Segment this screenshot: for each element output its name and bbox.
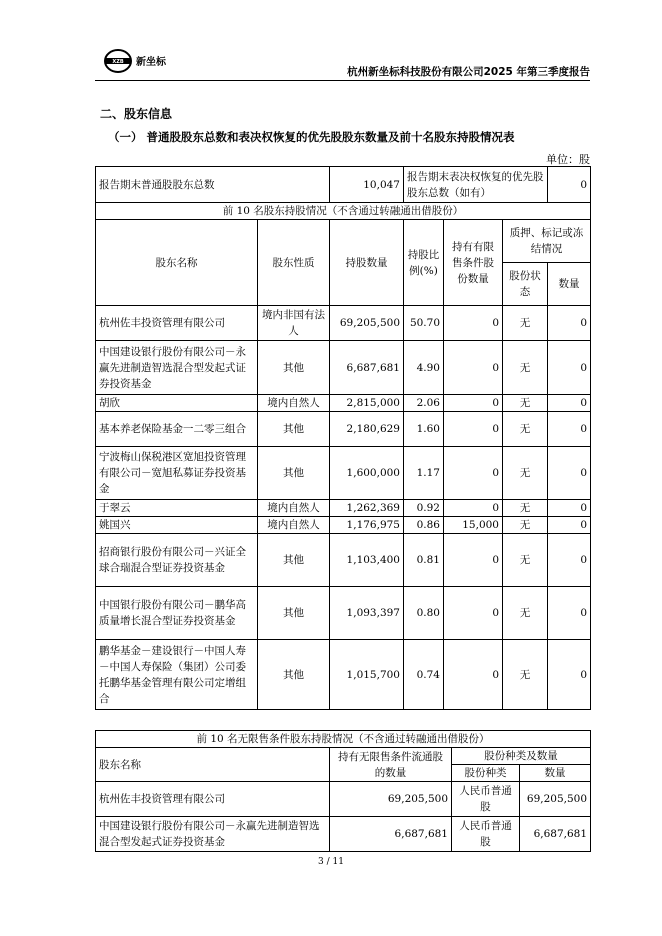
restricted-shares: 0 [444,412,503,447]
header-ratio: 持股比例(%) [404,220,444,306]
table-row [96,587,591,640]
pledge-quantity: 0 [548,517,591,534]
shareholder-nature: 其他 [258,640,330,710]
shareholder-nature: 其他 [258,447,330,500]
holding-ratio: 2.06 [404,395,444,412]
section-title: 二、股东信息 [100,107,173,121]
top10-caption: 前 10 名股东持股情况（不含通过转融通出借股份） [96,203,591,220]
pledge-quantity: 0 [548,447,591,500]
table-row [96,640,591,710]
shares-held: 1,103,400 [330,534,404,587]
unrestricted-caption-row [96,731,591,748]
header-name: 股东名称 [96,220,258,306]
svg-text:XZB: XZB [112,59,124,65]
report-title: 杭州新坐标科技股份有限公司2025 年第三季度报告 [347,66,590,78]
holding-ratio: 50.70 [404,306,444,341]
shareholder-name: 中国银行股份有限公司－鹏华高质量增长混合型证券投资基金 [96,587,258,640]
uheader-name: 股东名称 [96,748,330,782]
holding-ratio: 0.74 [404,640,444,710]
header-divider [95,80,590,81]
unrestricted-table [95,730,591,852]
pledge-status: 无 [503,395,548,412]
shares-held: 69,205,500 [330,306,404,341]
restricted-shares: 0 [444,306,503,341]
shareholder-name: 中国建设银行股份有限公司－永赢先进制造智选混合型发起式证券投资基金 [96,817,330,852]
uheader-qty: 数量 [520,765,591,782]
unit-label: 单位：股 [546,153,590,166]
share-type: 人民币普通股 [452,817,520,852]
pledge-status: 无 [503,587,548,640]
uheader-type-group: 股份种类及数量 [452,748,591,765]
shares-held: 6,687,681 [330,341,404,395]
holding-ratio: 0.80 [404,587,444,640]
table-row [96,500,591,517]
shares-held: 1,015,700 [330,640,404,710]
summary-row [96,167,591,203]
table-row [96,412,591,447]
table-row [96,517,591,534]
logo-text: 新坐标 [136,57,166,68]
unrestricted-header-row [96,748,591,765]
holding-ratio: 1.17 [404,447,444,500]
shareholder-name: 基本养老保险基金一二零三组合 [96,412,258,447]
pref-holders-value: 0 [548,167,591,203]
shares-held: 1,262,369 [330,500,404,517]
shareholder-name: 于翠云 [96,500,258,517]
pledge-quantity: 0 [548,395,591,412]
total-holders-value: 10,047 [330,167,404,203]
holding-ratio: 0.92 [404,500,444,517]
pledge-status: 无 [503,412,548,447]
table-row [96,782,591,817]
pledge-quantity: 0 [548,587,591,640]
shares-held: 1,600,000 [330,447,404,500]
shareholder-nature: 境内自然人 [258,395,330,412]
shareholder-nature: 境内自然人 [258,517,330,534]
shareholders-table [95,166,591,710]
uheader-type: 股份种类 [452,765,520,782]
pledge-quantity: 0 [548,534,591,587]
shareholder-name: 招商银行股份有限公司－兴证全球合瑞混合型证券投资基金 [96,534,258,587]
total-holders-label: 报告期末普通股股东总数 [96,167,330,203]
share-quantity: 6,687,681 [520,817,591,852]
shares-held: 1,093,397 [330,587,404,640]
restricted-shares: 15,000 [444,517,503,534]
shareholder-name: 杭州佐丰投资管理有限公司 [96,782,330,817]
shares-held: 1,176,975 [330,517,404,534]
shareholder-nature: 境内非国有法人 [258,306,330,341]
shareholder-nature: 其他 [258,534,330,587]
holding-ratio: 4.90 [404,341,444,395]
shareholder-nature: 境内自然人 [258,500,330,517]
shareholder-name: 鹏华基金－建设银行－中国人寿－中国人寿保险（集团）公司委托鹏华基金管理有限公司定增组合 [96,640,258,710]
subsection-title: （一） 普通股股东总数和表决权恢复的优先股股东数量及前十名股东持股情况表 [108,130,515,144]
pledge-status: 无 [503,341,548,395]
share-quantity: 69,205,500 [520,782,591,817]
shareholder-name: 杭州佐丰投资管理有限公司 [96,306,258,341]
table-row [96,306,591,341]
shares-held: 2,815,000 [330,395,404,412]
shareholder-name: 中国建设银行股份有限公司－永赢先进制造智选混合型发起式证券投资基金 [96,341,258,395]
restricted-shares: 0 [444,500,503,517]
header-row [96,220,591,263]
pledge-quantity: 0 [548,412,591,447]
pledge-status: 无 [503,517,548,534]
header-shares: 持股数量 [330,220,404,306]
logo-emblem-icon [103,48,133,74]
page-number: 3 / 11 [318,857,344,867]
pledge-quantity: 0 [548,640,591,710]
shareholder-nature: 其他 [258,412,330,447]
unrestricted-count: 69,205,500 [330,782,452,817]
restricted-shares: 0 [444,587,503,640]
restricted-shares: 0 [444,534,503,587]
header-pledge: 质押、标记或冻结情况 [503,220,591,263]
pledge-quantity: 0 [548,306,591,341]
shareholder-nature: 其他 [258,341,330,395]
holding-ratio: 0.81 [404,534,444,587]
restricted-shares: 0 [444,341,503,395]
table-row [96,447,591,500]
header-nature: 股东性质 [258,220,330,306]
shareholder-nature: 其他 [258,587,330,640]
unrestricted-count: 6,687,681 [330,817,452,852]
shareholder-name: 宁波梅山保税港区宽旭投资管理有限公司－宽旭私募证券投资基金 [96,447,258,500]
top10-caption-row [96,203,591,220]
shareholder-name: 姚国兴 [96,517,258,534]
pledge-quantity: 0 [548,341,591,395]
pledge-status: 无 [503,306,548,341]
header-pledge-status: 股份状态 [503,263,548,306]
share-type: 人民币普通股 [452,782,520,817]
table-row [96,817,591,852]
shareholder-name: 胡欣 [96,395,258,412]
pledge-status: 无 [503,447,548,500]
unrestricted-caption: 前 10 名无限售条件股东持股情况（不含通过转融通出借股份） [96,731,591,748]
company-logo [103,48,183,74]
uheader-count: 持有无限售条件流通股的数量 [330,748,452,782]
pledge-quantity: 0 [548,500,591,517]
holding-ratio: 1.60 [404,412,444,447]
pref-holders-label: 报告期末表决权恢复的优先股股东总数（如有） [404,167,548,203]
header-restricted: 持有有限售条件股份数量 [444,220,503,306]
shares-held: 2,180,629 [330,412,404,447]
table-row [96,341,591,395]
holding-ratio: 0.86 [404,517,444,534]
table-row [96,534,591,587]
restricted-shares: 0 [444,395,503,412]
restricted-shares: 0 [444,640,503,710]
pledge-status: 无 [503,500,548,517]
header-pledge-qty: 数量 [548,263,591,306]
pledge-status: 无 [503,640,548,710]
table-row [96,395,591,412]
pledge-status: 无 [503,534,548,587]
restricted-shares: 0 [444,447,503,500]
